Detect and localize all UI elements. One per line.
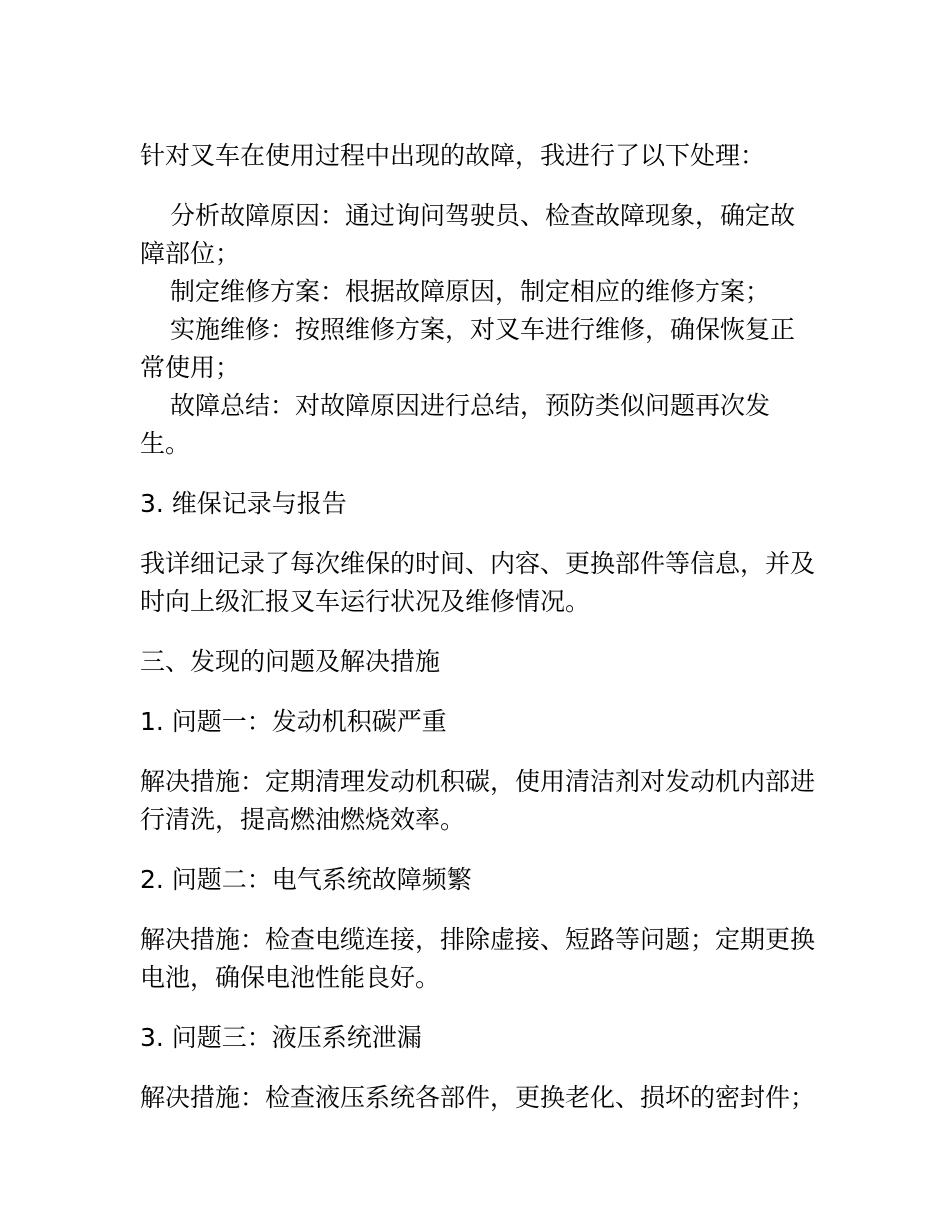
part3-heading: 三、发现的问题及解决措施 [140,647,441,676]
section3-body: 我详细记录了每次维保的时间、内容、更换部件等信息，并及时向上级汇报叉车运行状况及维修情况。 [140,549,816,616]
problem3-solution: 解决措施：检查液压系统各部件，更换老化、损坏的密封件； [140,1083,816,1112]
problem2-solution: 解决措施：检查电缆连接，排除虚接、短路等问题；定期更换电池，确保电池性能良好。 [140,925,816,992]
problem2-heading: 2. 问题二：电气系统故障频繁 [140,865,472,894]
problem1-heading: 1. 问题一：发动机积碳严重 [140,707,447,736]
repair-step-analyze: 分析故障原因：通过询问驾驶员、检查故障现象，确定故障部位； [140,201,796,268]
repair-step-implement: 实施维修：按照维修方案，对叉车进行维修，确保恢复正常使用； [140,315,796,382]
document-body [140,137,815,1139]
problem3-heading: 3. 问题三：液压系统泄漏 [140,1023,422,1052]
section3-heading: 3. 维保记录与报告 [140,489,347,518]
intro-paragraph: 针对叉车在使用过程中出现的故障，我进行了以下处理： [140,141,766,170]
problem1-solution: 解决措施：定期清理发动机积碳，使用清洁剂对发动机内部进行清洗，提高燃油燃烧效率。 [140,767,816,834]
repair-step-summary: 故障总结：对故障原因进行总结，预防类似问题再次发生。 [140,391,771,458]
repair-step-plan: 制定维修方案：根据故障原因，制定相应的维修方案； [170,277,771,306]
repair-steps-list [140,197,815,463]
